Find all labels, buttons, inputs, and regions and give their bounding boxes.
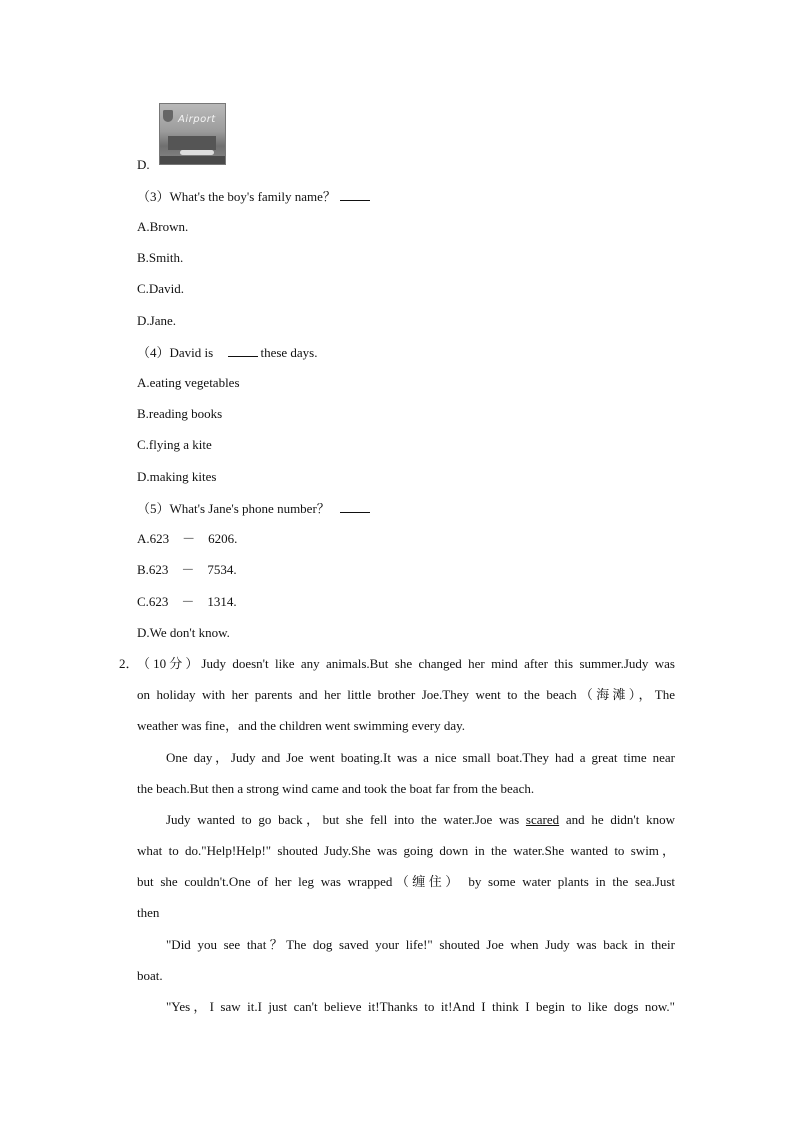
question-3-prompt: （3）What's the boy's family name？ <box>137 189 336 204</box>
passage-line: One day，Judy and Joe went boating.It was a nice small boat.They had a great time near <box>166 750 675 765</box>
passage-line: （10分）Judy doesn't like any animals.But she changed her mind after this summer.Judy was <box>137 656 675 671</box>
option-c: C.flying a kite <box>137 437 212 452</box>
question-4-prompt-end: these days. <box>260 345 318 360</box>
option-a: A.Brown. <box>137 219 189 234</box>
answer-blank <box>340 500 370 513</box>
option-d: D.Jane. <box>137 313 176 328</box>
passage-text: Judy wanted to go back，but she fell into the water.Joe was <box>166 812 526 827</box>
passage-line: "Did you see that？The dog saved your life!" shouted Joe when Judy was back in their <box>166 937 675 952</box>
question-number: 2． <box>119 656 139 671</box>
ground-shape <box>160 156 225 165</box>
option-a: A.eating vegetables <box>137 375 240 390</box>
question-5-prompt: （5）What's Jane's phone number？ <box>137 501 330 516</box>
emblem-icon <box>163 110 173 122</box>
option-c: C.David. <box>137 281 184 296</box>
passage-line: boat. <box>137 968 163 983</box>
passage-line: but she couldn't.One of her leg was wrapped（缠住） by some water plants in the sea.Just <box>137 874 675 889</box>
question-5 <box>137 500 370 517</box>
option-b: B.Smith. <box>137 250 184 265</box>
question-4 <box>137 344 318 361</box>
option-b: B.reading books <box>137 406 223 421</box>
airplane-shape <box>180 150 214 155</box>
option-c: C.623 － 1314. <box>137 594 237 609</box>
option-d: D.making kites <box>137 469 217 484</box>
passage-line: on holiday with her parents and her little brother Joe.They went to the beach（海滩），The <box>137 687 675 702</box>
option-d: D.We don't know. <box>137 625 230 640</box>
passage-text: and he didn't know <box>559 812 675 827</box>
question-4-prompt-start: （4）David is <box>137 345 217 360</box>
passage-line: the beach.But then a strong wind came and took the boat far from the beach. <box>137 781 535 796</box>
passage-line: then <box>137 905 160 920</box>
airport-sign-text: Airport <box>178 114 216 125</box>
answer-blank <box>228 344 258 357</box>
option-a: A.623 － 6206. <box>137 531 238 546</box>
question-3 <box>137 188 370 205</box>
terminal-building <box>168 136 216 150</box>
passage-line: "Yes，I saw it.I just can't believe it!Thanks to it!And I think I begin to like dogs now." <box>166 999 675 1014</box>
answer-blank <box>340 188 370 201</box>
airport-photo <box>159 103 226 165</box>
option-d-label: D. <box>137 157 150 172</box>
passage-line: what to do."Help!Help!" shouted Judy.She was going down in the water.She wanted to swim， <box>137 843 675 858</box>
underlined-word: scared <box>525 812 560 827</box>
passage-line <box>166 812 675 828</box>
passage-line: weather was fine，and the children went swimming every day. <box>137 718 466 733</box>
option-b: B.623 － 7534. <box>137 562 237 577</box>
